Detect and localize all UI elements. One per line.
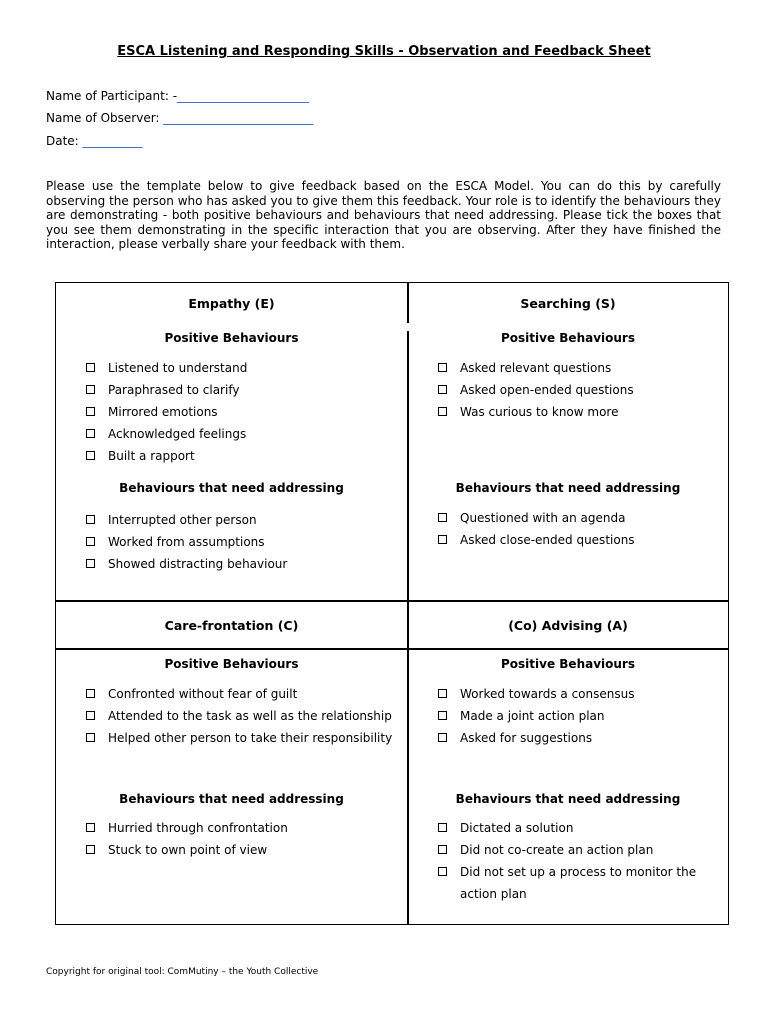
checkbox-item[interactable]: Confronted without fear of guilt bbox=[86, 687, 396, 709]
checkbox-item[interactable]: Asked close-ended questions bbox=[438, 533, 728, 555]
negative-behaviours-heading: Behaviours that need addressing bbox=[455, 481, 681, 495]
checkbox-item[interactable]: Did not set up a process to monitor the action plan bbox=[438, 861, 728, 905]
checkbox-icon[interactable] bbox=[86, 559, 95, 568]
checkbox-icon[interactable] bbox=[86, 845, 95, 854]
negative-behaviours-heading: Behaviours that need addressing bbox=[119, 481, 344, 495]
checkbox-icon[interactable] bbox=[438, 535, 447, 544]
checkbox-icon[interactable] bbox=[86, 451, 95, 460]
quadrant-title: (Co) Advising (A) bbox=[508, 618, 628, 633]
checkbox-item[interactable]: Asked open-ended questions bbox=[438, 383, 728, 405]
row-divider-header bbox=[56, 648, 728, 650]
checkbox-item[interactable]: Paraphrased to clarify bbox=[86, 383, 396, 405]
date-field bbox=[46, 134, 143, 148]
checkbox-item[interactable]: Worked from assumptions bbox=[86, 535, 396, 557]
row-divider bbox=[56, 600, 728, 602]
checkbox-icon[interactable] bbox=[438, 385, 447, 394]
negative-list bbox=[438, 511, 728, 555]
participant-field bbox=[46, 89, 309, 103]
checkbox-item[interactable]: Hurried through confrontation bbox=[86, 821, 396, 843]
copyright-note: Copyright for original tool: ComMutiny – the Youth Collective bbox=[46, 967, 319, 977]
checkbox-icon[interactable] bbox=[438, 867, 447, 876]
negative-list bbox=[86, 821, 396, 865]
checkbox-item[interactable]: Was curious to know more bbox=[438, 405, 728, 427]
checkbox-icon[interactable] bbox=[86, 733, 95, 742]
checkbox-item[interactable]: Built a rapport bbox=[86, 449, 396, 471]
checkbox-icon[interactable] bbox=[86, 385, 95, 394]
checkbox-item[interactable]: Asked relevant questions bbox=[438, 361, 728, 383]
checkbox-item[interactable]: Acknowledged feelings bbox=[86, 427, 396, 449]
positive-list bbox=[438, 361, 728, 427]
checkbox-icon[interactable] bbox=[86, 407, 95, 416]
negative-list bbox=[438, 821, 728, 905]
checkbox-icon[interactable] bbox=[438, 363, 447, 372]
checkbox-item[interactable]: Helped other person to take their responsibility bbox=[86, 731, 396, 753]
positive-behaviours-heading: Positive Behaviours bbox=[164, 657, 299, 671]
checkbox-icon[interactable] bbox=[86, 363, 95, 372]
observer-input-line[interactable]: _________________________ bbox=[163, 111, 314, 125]
positive-list bbox=[86, 361, 396, 471]
quadrant-title: Searching (S) bbox=[520, 296, 616, 311]
quadrant-title: Empathy (E) bbox=[188, 296, 275, 311]
checkbox-item[interactable]: Showed distracting behaviour bbox=[86, 557, 396, 579]
checkbox-icon[interactable] bbox=[86, 689, 95, 698]
positive-list bbox=[438, 687, 728, 753]
checkbox-icon[interactable] bbox=[86, 823, 95, 832]
negative-behaviours-heading: Behaviours that need addressing bbox=[119, 792, 344, 806]
negative-behaviours-heading: Behaviours that need addressing bbox=[455, 792, 681, 806]
checkbox-item[interactable]: Questioned with an agenda bbox=[438, 511, 728, 533]
positive-behaviours-heading: Positive Behaviours bbox=[164, 331, 299, 345]
checkbox-item[interactable]: Dictated a solution bbox=[438, 821, 728, 843]
positive-behaviours-heading: Positive Behaviours bbox=[501, 331, 635, 345]
checkbox-item[interactable]: Worked towards a consensus bbox=[438, 687, 728, 709]
quadrant-title: Care-frontation (C) bbox=[164, 618, 299, 633]
checkbox-icon[interactable] bbox=[438, 733, 447, 742]
instructions-paragraph: Please use the template below to give feedback based on the ESCA Model. You can do this by carefully observing the person who has asked you to give them this feedback. Your role is to identify the behaviours they are demonstrating - both positive behaviours and behaviours that need addressing. Please tick the boxes that you see them demonstrating in the specific interaction that you are observing. After they have finished the interaction, please verbally share your feedback with them. bbox=[46, 179, 721, 252]
participant-input-line[interactable]: ______________________ bbox=[177, 89, 310, 103]
checkbox-item[interactable]: Stuck to own point of view bbox=[86, 843, 396, 865]
checkbox-item[interactable]: Attended to the task as well as the relationship bbox=[86, 709, 396, 731]
observer-field bbox=[46, 111, 313, 125]
checkbox-icon[interactable] bbox=[438, 689, 447, 698]
checkbox-item[interactable]: Asked for suggestions bbox=[438, 731, 728, 753]
page-title: ESCA Listening and Responding Skills - Observation and Feedback Sheet bbox=[117, 44, 651, 59]
checkbox-item[interactable]: Did not co-create an action plan bbox=[438, 843, 728, 865]
date-input-line[interactable]: __________ bbox=[82, 134, 143, 148]
checkbox-icon[interactable] bbox=[86, 429, 95, 438]
checkbox-icon[interactable] bbox=[438, 711, 447, 720]
checkbox-icon[interactable] bbox=[86, 537, 95, 546]
checkbox-icon[interactable] bbox=[86, 711, 95, 720]
checkbox-item[interactable]: Listened to understand bbox=[86, 361, 396, 383]
checkbox-item[interactable]: Mirrored emotions bbox=[86, 405, 396, 427]
negative-list bbox=[86, 513, 396, 579]
checkbox-item[interactable]: Made a joint action plan bbox=[438, 709, 728, 731]
checkbox-icon[interactable] bbox=[438, 513, 447, 522]
participant-label: Name of Participant: - bbox=[46, 89, 178, 103]
checkbox-item[interactable]: Interrupted other person bbox=[86, 513, 396, 535]
positive-behaviours-heading: Positive Behaviours bbox=[501, 657, 635, 671]
esca-feedback-grid bbox=[55, 282, 729, 925]
checkbox-icon[interactable] bbox=[438, 823, 447, 832]
positive-list bbox=[86, 687, 396, 753]
date-label: Date: bbox=[46, 134, 83, 148]
observer-label: Name of Observer: bbox=[46, 111, 164, 125]
checkbox-icon[interactable] bbox=[438, 845, 447, 854]
checkbox-icon[interactable] bbox=[86, 515, 95, 524]
checkbox-icon[interactable] bbox=[438, 407, 447, 416]
